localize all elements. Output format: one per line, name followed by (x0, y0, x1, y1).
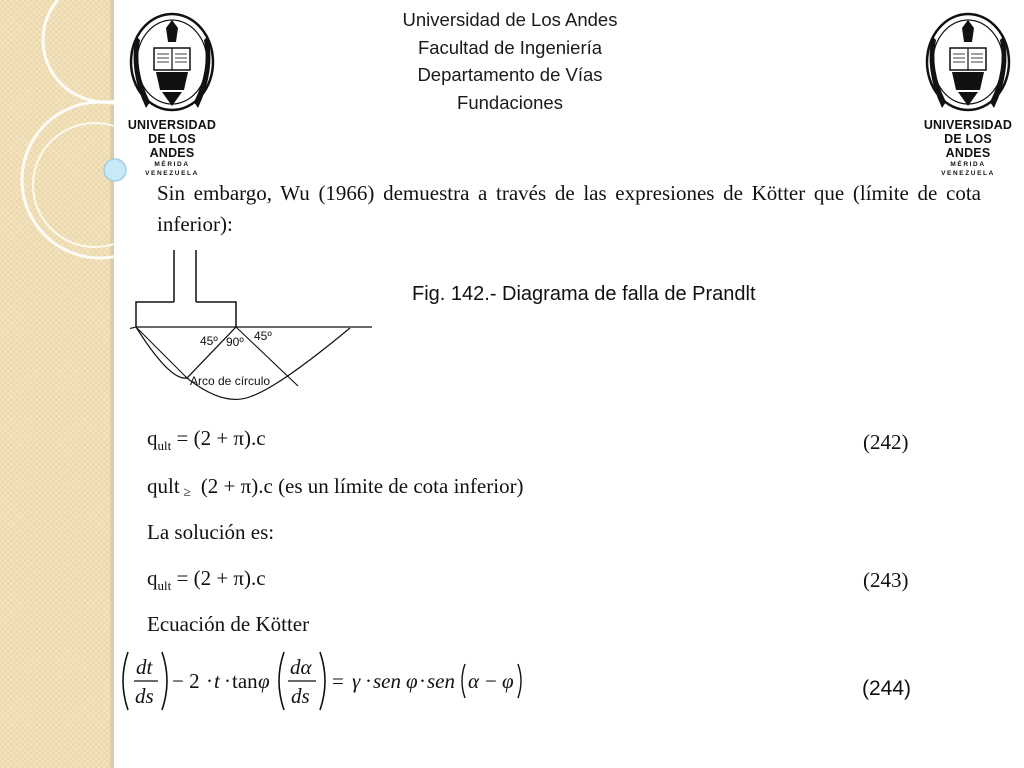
logo-name: UNIVERSIDAD (127, 118, 217, 132)
inequality-line (147, 474, 524, 499)
paren-open-1 (123, 652, 128, 710)
header-department: Departamento de Vías (417, 64, 603, 85)
eq243-rhs: = (2 + π).c (171, 566, 266, 590)
frac2-num: dα (290, 655, 312, 679)
logo-subtitle: MÉRIDA VENEZUELA (145, 161, 199, 177)
phi-2: φ (406, 669, 418, 693)
eq242-sub: ult (157, 438, 172, 454)
ineq-rhs: (2 + π).c (es un límite de cota inferior) (200, 474, 524, 498)
kotter-equation-244 (118, 650, 538, 712)
kotter-label: Ecuación de Kötter (147, 612, 310, 636)
angle-45-right-label: 45º (254, 329, 272, 343)
svg-text:·: · (224, 669, 231, 693)
solution-label: La solución es: (147, 520, 275, 544)
alpha-var: α (468, 669, 480, 693)
eq243-sub: ult (157, 578, 172, 594)
angle-90-label: 90º (226, 335, 244, 349)
footing-left (136, 302, 174, 327)
side-strip-edge (110, 0, 114, 768)
sen-2: sen (427, 669, 455, 693)
ineq-symbol: ≥ (183, 484, 191, 499)
minus-two: − 2 (172, 669, 200, 693)
svg-text:·: · (419, 669, 426, 693)
gamma-var: γ (352, 669, 361, 693)
svg-text:·: · (365, 669, 372, 693)
logo-subtitle: MÉRIDA VENEZUELA (941, 161, 995, 177)
page-header (360, 6, 660, 116)
footing-right (196, 302, 236, 327)
header-course: Fundaciones (457, 91, 563, 113)
frac1-den: ds (135, 684, 154, 708)
paren-open-3 (462, 664, 465, 698)
figure-caption: Fig. 142.- Diagrama de falla de Prandlt (412, 283, 756, 305)
eq242-rhs: = (2 + π).c (171, 426, 266, 450)
phi-1: φ (258, 669, 270, 693)
university-logo-right (922, 10, 1014, 177)
logo-name-2: DE LOS ANDES (944, 132, 992, 160)
tan-fn: tan (232, 669, 258, 693)
university-seal-icon (126, 10, 218, 118)
header-university: Universidad de Los Andes (402, 9, 618, 30)
intro-paragraph: Sin embargo, Wu (1966) demuestra a través de las expresiones de Kötter que (límite de cota inferior): (157, 181, 981, 236)
t-var: t (214, 669, 220, 693)
arc-label: Arco de círculo (190, 374, 271, 388)
wedge-left-edge (136, 327, 187, 378)
equation-242 (147, 426, 266, 454)
university-seal-icon (922, 10, 1014, 118)
frac1-num: dt (136, 655, 153, 679)
university-logo-left (126, 10, 218, 177)
frac2-den: ds (291, 684, 310, 708)
eq242-q: q (147, 426, 158, 450)
equation-number-243: (243) (863, 568, 909, 592)
equals-sign: = (332, 669, 344, 693)
angle-45-left-label: 45º (200, 334, 218, 348)
side-decoration-strip (0, 0, 113, 768)
svg-text:·: · (206, 669, 213, 693)
minus-sign: − (485, 669, 497, 693)
header-faculty: Facultad de Ingeniería (417, 36, 603, 58)
phi-3: φ (502, 669, 514, 693)
equation-243 (147, 566, 266, 594)
paren-open-2 (279, 652, 284, 710)
eq243-q: q (147, 566, 158, 590)
paren-close-2 (320, 652, 325, 710)
paren-close-1 (162, 652, 167, 710)
prandtl-failure-diagram (130, 246, 380, 411)
logo-name-2: DE LOS ANDES (148, 132, 196, 160)
logo-name: UNIVERSIDAD (923, 118, 1013, 132)
paren-close-3 (518, 664, 521, 698)
sen-1: sen (373, 669, 401, 693)
equation-number-242: (242) (863, 430, 909, 454)
equation-number-244: (244) (862, 677, 912, 700)
ineq-lhs: qult (147, 474, 180, 498)
